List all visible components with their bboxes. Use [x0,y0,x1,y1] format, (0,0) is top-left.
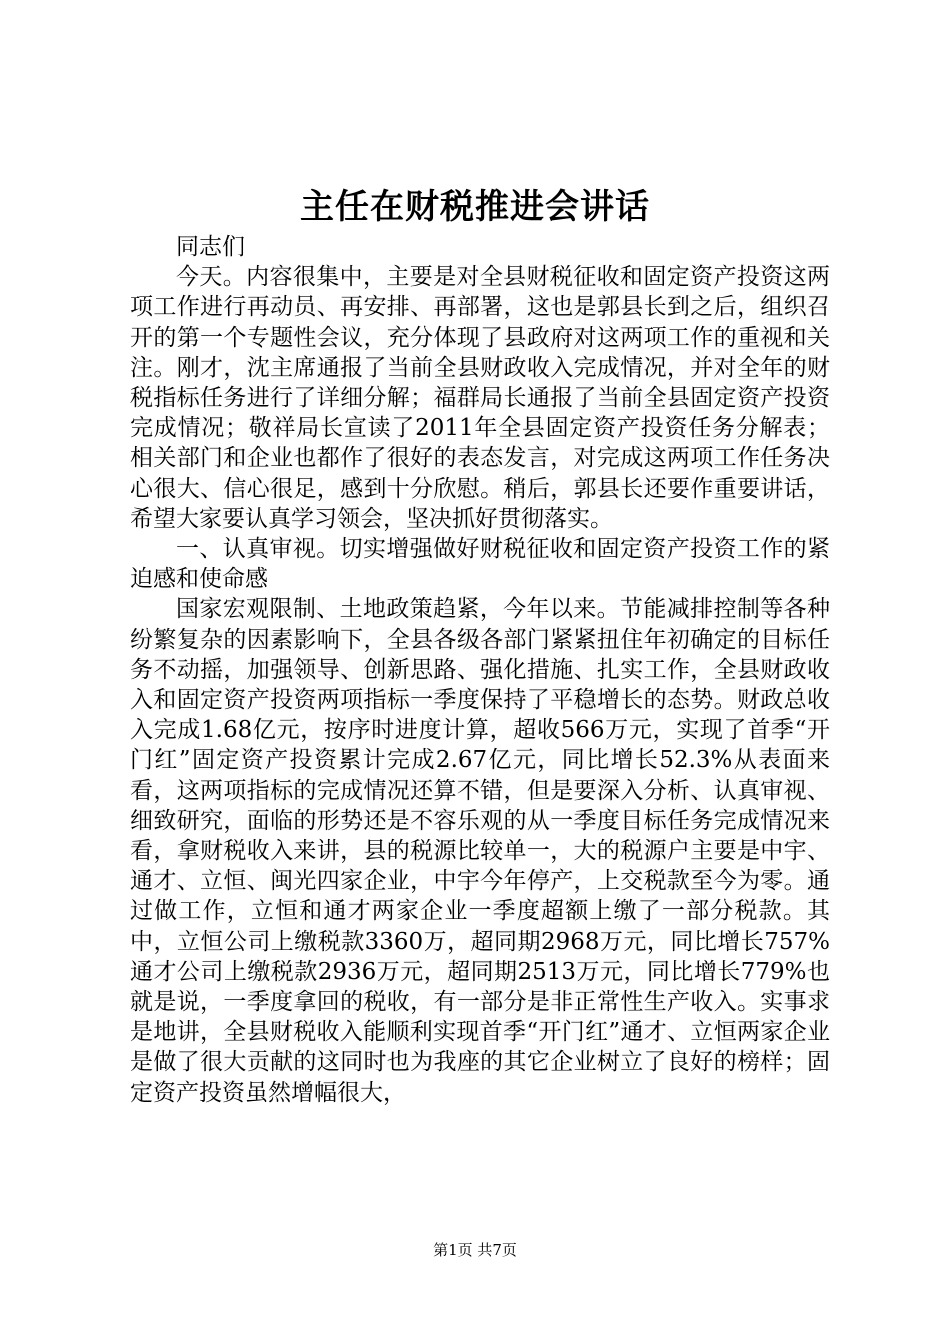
page-footer: 第1页 共7页 [433,1241,517,1259]
paragraph-opening: 今天。内容很集中，主要是对全县财税征收和固定资产投资这两项工作进行再动员、再安排、再部署，这也是郭县长到之后，组织召开的第一个专题性会议，充分体现了县政府对这两项工作的重视和关注。刚才，沈主席通报了当前全县财政收入完成情况，并对全年的财税指标任务进行了详细分解；福群局长通报了当前全县固定资产投资完成情况；敬祥局长宣读了2011年全县固定资产投资任务分解表；相关部门和企业也都作了很好的表态发言，对完成这两项工作任务决心很大、信心很足，感到十分欣慰。稍后，郭县长还要作重要讲话，希望大家要认真学习领会，坚决抓好贯彻落实。 [130,264,830,532]
paragraph-salutation: 同志们 [176,234,245,260]
paragraph-situation: 国家宏观限制、土地政策趋紧，今年以来。节能减排控制等各种纷繁复杂的因素影响下，全县各级各部门紧紧扭住年初确定的目标任务不动摇，加强领导、创新思路、强化措施、扎实工作，全县财政收入和固定资产投资两项指标一季度保持了平稳增长的态势。财政总收入完成1.68亿元，按序时进度计算，超收566万元，实现了首季“开门红”固定资产投资累计完成2.67亿元，同比增长52.3%从表面来看，这两项指标的完成情况还算不错，但是要深入分析、认真审视、细致研究，面临的形势还是不容乐观的从一季度目标任务完成情况来看，拿财税收入来讲，县的税源比较单一，大的税源户主要是中宇、通才、立恒、闽光四家企业，中宇今年停产，上交税款至今为零。通过做工作，立恒和通才两家企业一季度超额上缴了一部分税款。其中，立恒公司上缴税款3360万，超同期2968万元，同比增长757%通才公司上缴税款2936万元，超同期2513万元，同比增长779%也就是说，一季度拿回的税收，有一部分是非正常性生产收入。实事求是地讲，全县财税收入能顺利实现首季“开门红”通才、立恒两家企业是做了很大贡献的这同时也为我座的其它企业树立了良好的榜样；固定资产投资虽然增幅很大， [130,596,830,1106]
document-body [130,232,830,1108]
section-heading-1: 一、认真审视。切实增强做好财税征收和固定资产投资工作的紧迫感和使命感 [130,536,830,593]
document-title: 主任在财税推进会讲话 [300,187,650,227]
